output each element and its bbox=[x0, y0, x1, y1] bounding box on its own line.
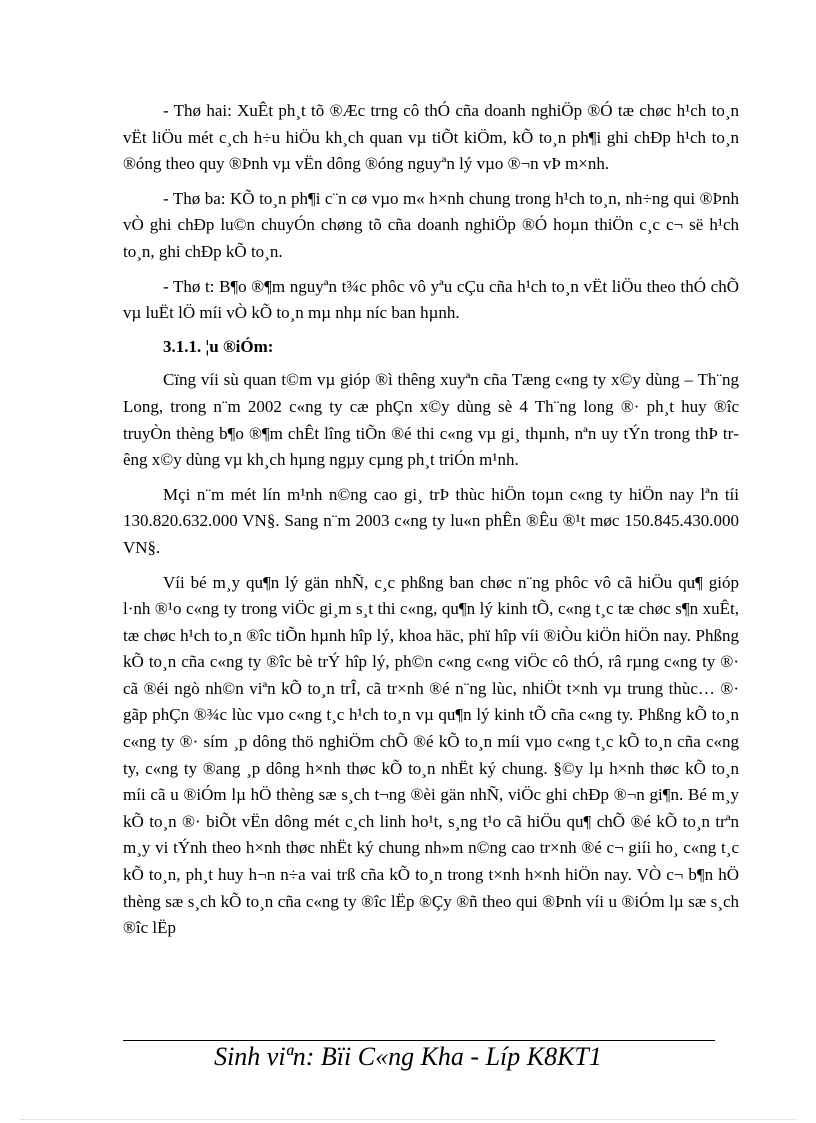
section-heading: 3.1.1. ¦u ®iÓm: bbox=[163, 336, 274, 356]
page-footer: Sinh viªn: Bïi C«ng Kha - Líp K8KT1 bbox=[214, 1042, 602, 1071]
paragraph-thu-hai: - Thø hai: XuÊt ph¸t tõ ®Æc trng cô thÓ cña doanh nghiÖp ®Ó tæ chøc h¹ch to¸n vËt liÖu mét c¸ch h÷u hiÖu kh¸ch quan vµ tiÕt kiÖm, kÕ to¸n ph¶i ghi chÐp h¹ch to¸n ®óng theo quy ®Þnh vµ vËn dông ®óng nguyªn lý vµo ®¬n vÞ m×nh. bbox=[123, 101, 739, 174]
document-body bbox=[123, 98, 739, 950]
paragraph-body-1: Cïng víi sù quan t©m vµ gióp ®ì thêng xuyªn cña Tæng c«ng ty x©y dùng – Th¨ng Long, trong n¨m 2002 c«ng ty cæ phÇn x©y dùng sè 4 Th¨ng long ®· ph¸t huy ®îc truyÒn thèng b¶o ®¶m chÊt lîng tiÕn ®é thi c«ng vµ gi¸ thµnh, nªn uy tÝn trong thÞ trêng x©y dùng vµ kh¸ch hµng ngµy cµng ph¸t triÓn m¹nh. bbox=[123, 370, 739, 470]
paragraph-thu-tu: - Thø t: B¶o ®¶m nguyªn t¾c phôc vô yªu cÇu cña h¹ch to¸n vËt liÖu theo thÓ chÕ vµ luËt lÖ míi vÒ kÕ to¸n mµ nhµ níc ban hµnh. bbox=[123, 276, 739, 323]
paragraph-body-2: Mçi n¨m mét lín m¹nh n©ng cao gi¸ trÞ thùc hiÖn toµn c«ng ty hiÖn nay lªn tíi 130.820.632.000 VN§. Sang n¨m 2003 c«ng ty lu«n phÊn ®Êu ®¹t møc 150.845.430.000 VN§. bbox=[123, 484, 739, 557]
paragraph-thu-ba: - Thø ba: KÕ to¸n ph¶i c¨n cø vµo m« h×nh chung trong h¹ch to¸n, nh÷ng qui ®Þnh vÒ ghi chÐp lu©n chuyÓn chøng tõ cña doanh nghiÖp ®Ó hoµn thiÖn c¸c c¬ së h¹ch to¸n, ghi chÐp kÕ to¸n. bbox=[123, 188, 739, 261]
paragraph-body-3: Víi bé m¸y qu¶n lý gän nhÑ, c¸c phßng ban chøc n¨ng phôc vô cã hiÖu qu¶ gióp l·nh ®¹o c«ng ty trong viÖc gi¸m s¸t thi c«ng, qu¶n lý kinh tÕ, c«ng t¸c tæ chøc s¶n xuÊt, tæ chøc h¹ch to¸n ®îc tiÕn hµnh hîp lý, khoa häc, phï hîp víi ®iÒu kiÖn hiÖn nay. Phßng kÕ to¸n cña c«ng ty ®îc bè trÝ hîp lý, ph©n c«ng c«ng viÖc cô thÓ, râ rµng c«ng ty ®· cã ®éi ngò nh©n viªn kÕ to¸n trÎ, cã tr×nh ®é n¨ng lùc, nhiÖt t×nh vµ trung thùc… ®· gãp phÇn ®¾c lùc vµo c«ng t¸c h¹ch to¸n vµ qu¶n lý kinh tÕ cña c«ng ty. Phßng kÕ to¸n c«ng ty ®· sím ¸p dông thö nghiÖm chÕ ®é kÕ to¸n míi vµo c«ng t¸c kÕ to¸n cña c«ng ty, c«ng ty ®ang ¸p dông h×nh thøc kÕ to¸n nhËt ký chung. §©y lµ h×nh thøc kÕ to¸n míi cã u ®iÓm lµ hÖ thèng sæ s¸ch t¬ng ®èi gän nhÑ, viÖc ghi chÐp ®¬n gi¶n. Bé m¸y kÕ to¸n ®· biÕt vËn dông mét c¸ch linh ho¹t, s¸ng t¹o cã hiÖu qu¶ chÕ ®é kÕ to¸n trªn m¸y vi tÝnh theo h×nh thøc nhËt ký chung nh»m n©ng cao tr×nh ®é c¬ giíi ho¸ c«ng t¸c kÕ to¸n, ph¸t huy h¬n n÷a vai trß cña kÕ to¸n trong t×nh h×nh hiÖn nay. VÒ c¬ b¶n hÖ thèng sæ s¸ch kÕ to¸n cña c«ng ty ®îc lËp ®Çy ®ñ theo qui ®Þnh víi u ®iÓm lµ sæ s¸ch ®îc lËp bbox=[123, 572, 739, 938]
page-bottom-edge bbox=[20, 1119, 796, 1120]
footer-divider bbox=[123, 1040, 715, 1041]
